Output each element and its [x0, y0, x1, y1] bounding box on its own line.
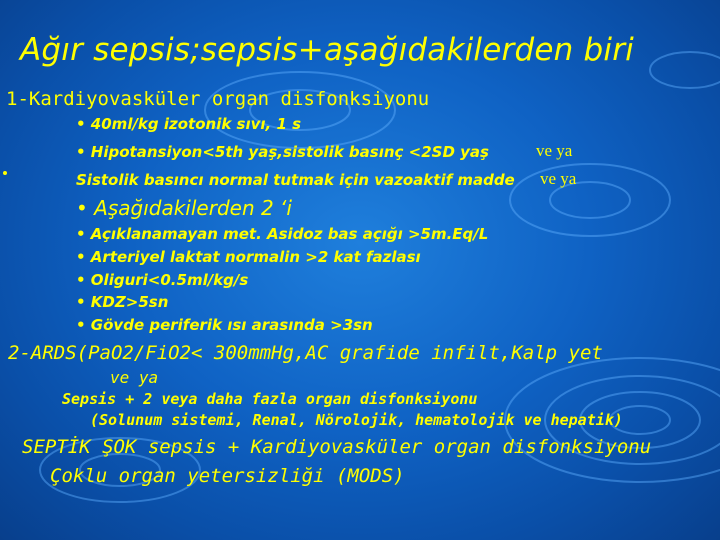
mods-line: Çoklu organ yetersizliği (MODS) — [50, 465, 405, 487]
bullet-hypotension: • Hipotansiyon<5th yaş,sistolik basınç <2SD yaş — [76, 143, 489, 161]
veya-1: ve ya — [536, 141, 573, 160]
bullet-fluid: • 40ml/kg izotonik sıvı, 1 s — [76, 115, 302, 133]
septic-shock-line: SEPTİK ŞOK sepsis + Kardiyovasküler organ disfonksiyonu — [22, 436, 652, 458]
sub-temperature: • Gövde periferik ısı arasında >3sn — [76, 316, 373, 334]
veya-3: ve ya — [110, 368, 159, 387]
sub-lactate: • Arteriyel laktat normalin >2 kat fazlası — [76, 248, 421, 266]
line-organ-systems: (Solunum sistemi, Renal, Nörolojik, hematolojik ve hepatik) — [90, 411, 623, 429]
bullet-dot — [3, 171, 7, 175]
sub-capillary-refill: • KDZ>5sn — [76, 293, 169, 311]
bullet-vasoactive: Sistolik basıncı normal tutmak için vazoaktif madde — [76, 171, 515, 189]
slide-title: Ağır sepsis;sepsis+aşağıdakilerden biri — [20, 32, 634, 68]
sub-oliguria: • Oliguri<0.5ml/kg/s — [76, 271, 249, 289]
heading-ards: 2-ARDS(PaO2/FiO2< 300mmHg,AC grafide infilt,Kalp yet — [8, 342, 603, 364]
bullet-two-of-following: • Aşağıdakilerden 2 ‘i — [76, 196, 292, 220]
heading-cardiovascular: 1-Kardiyovasküler organ disfonksiyonu — [6, 88, 430, 110]
veya-2: ve ya — [540, 169, 577, 188]
line-sepsis-organ: Sepsis + 2 veya daha fazla organ disfonksiyonu — [62, 390, 478, 408]
sub-acidosis: • Açıklanamayan met. Asidoz bas açığı >5m.Eq/L — [76, 225, 489, 243]
